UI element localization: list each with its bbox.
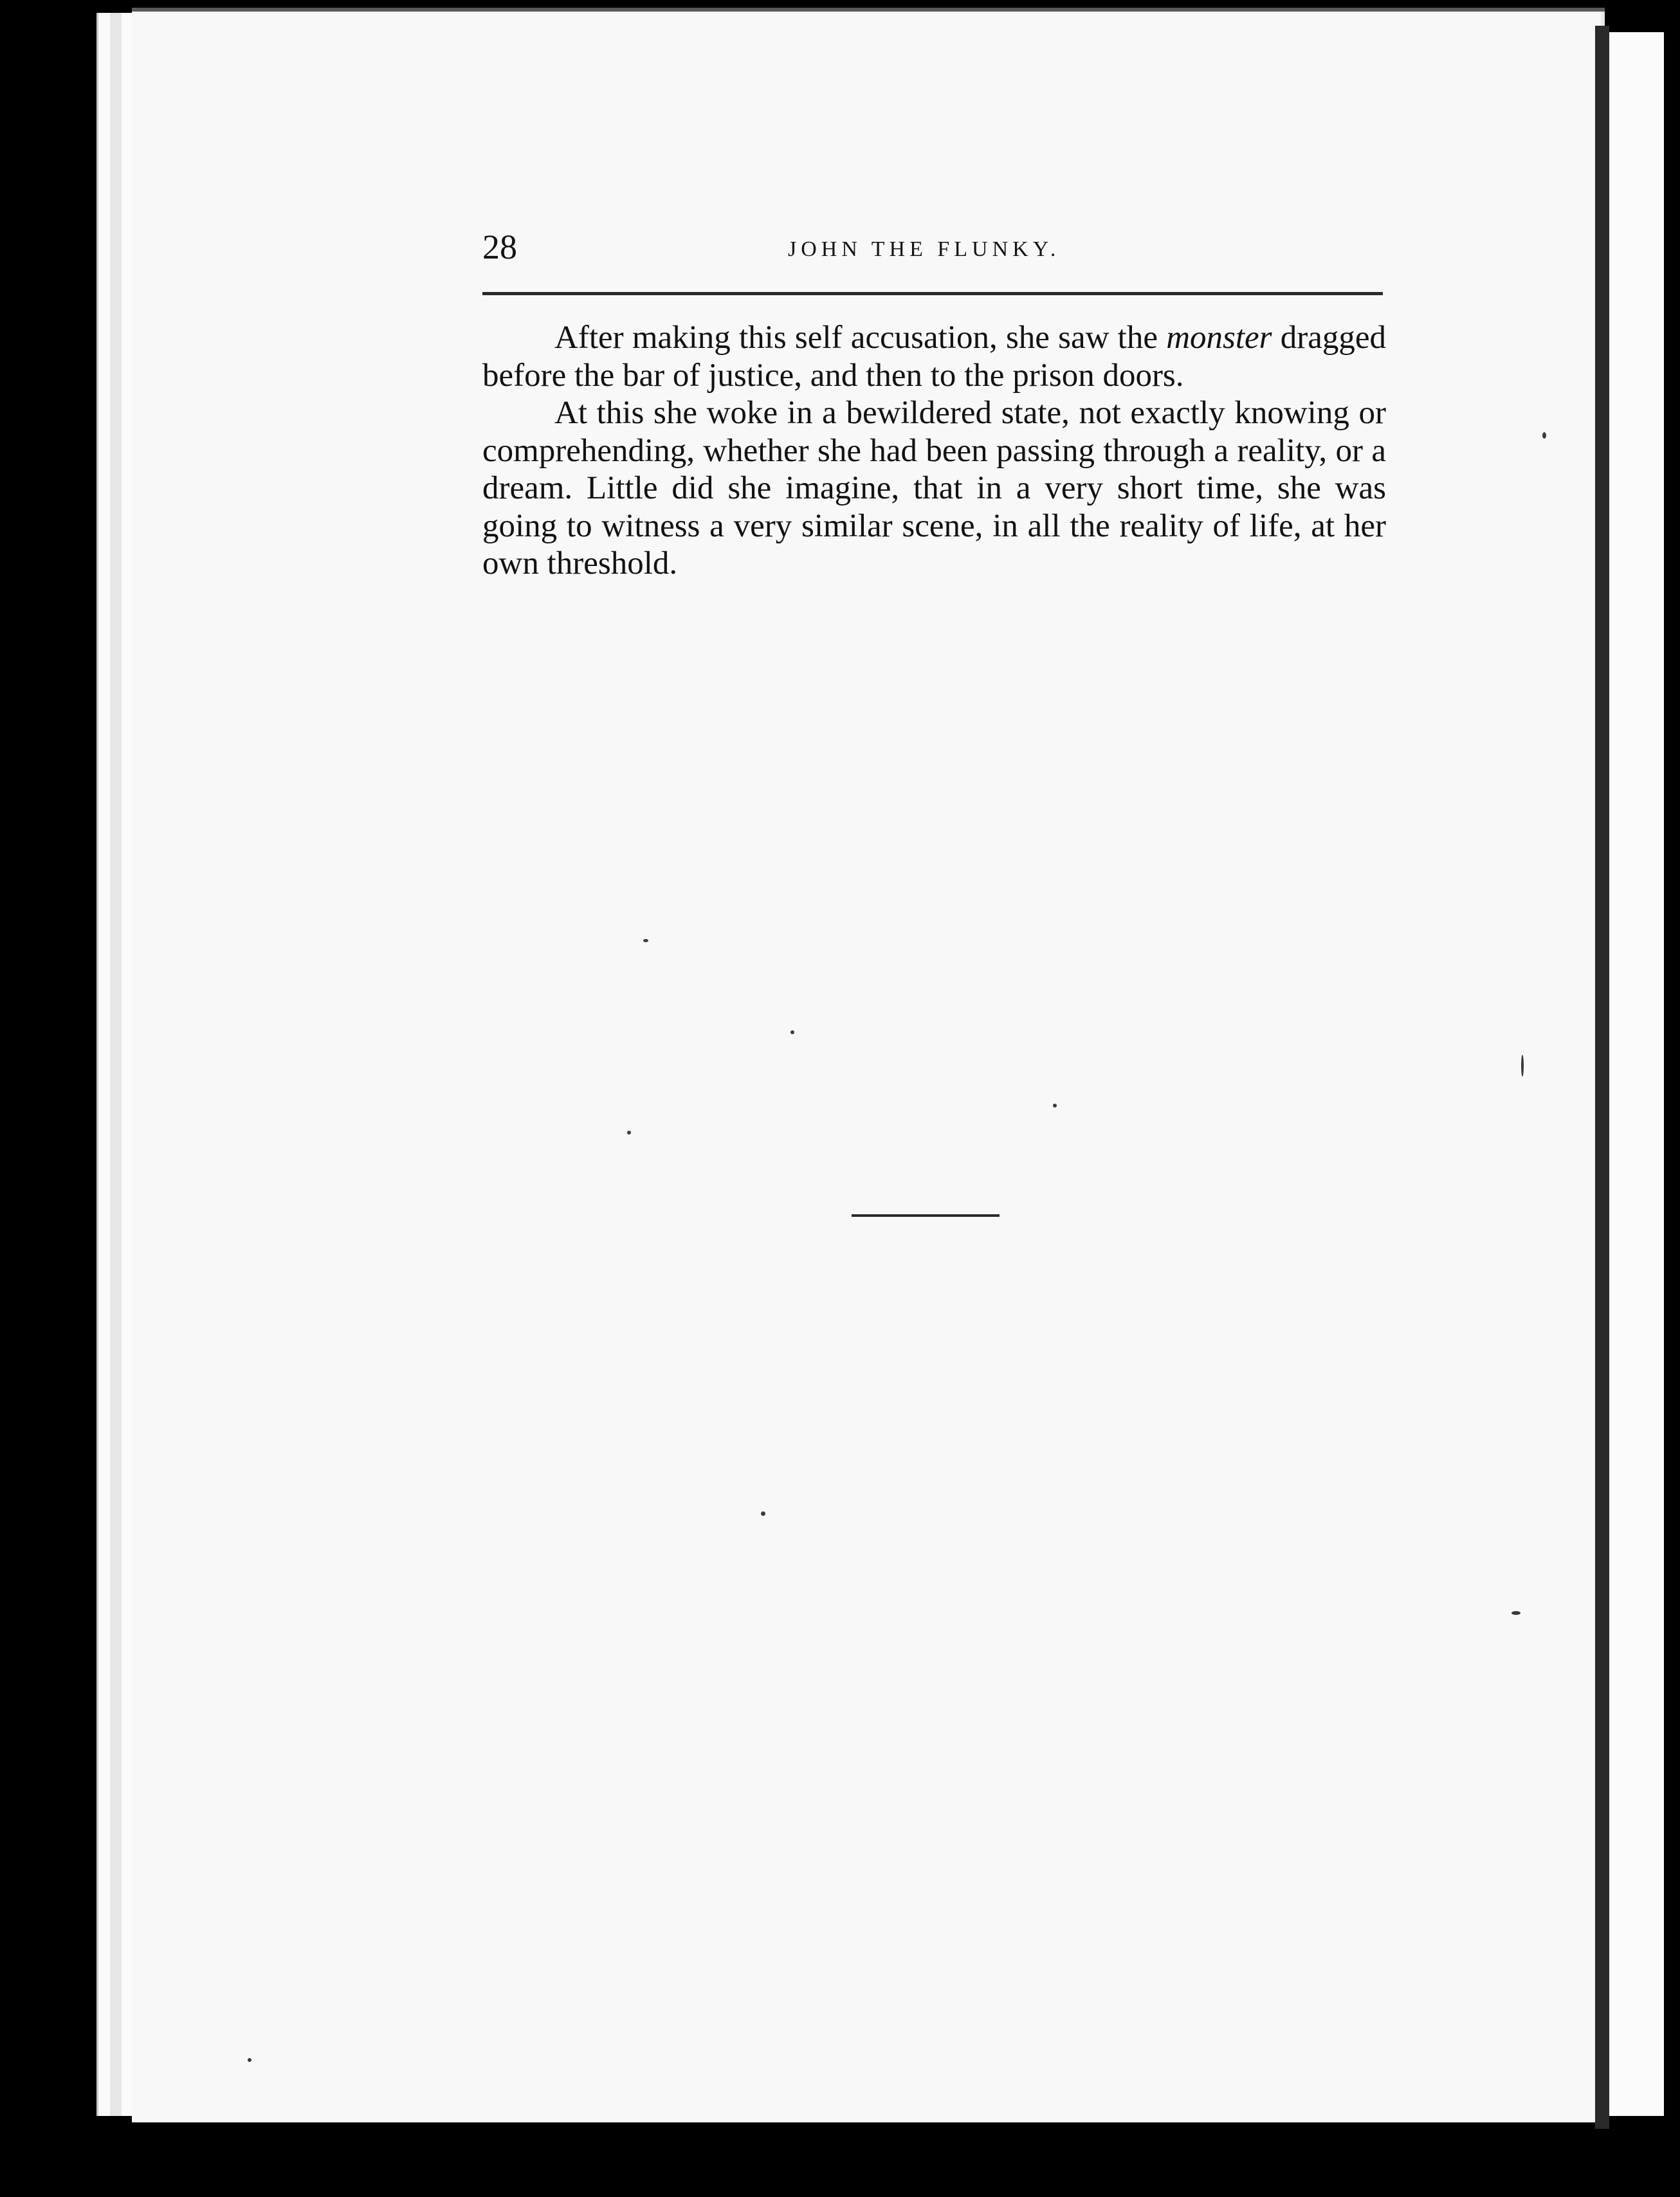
- scan-speck: [1053, 1104, 1057, 1108]
- paragraph-1-start: After making this self accusation, she saw the: [554, 320, 1167, 356]
- italic-word: monster: [1166, 320, 1272, 356]
- facing-page-edge: [1609, 32, 1664, 2116]
- book-binding: [1595, 26, 1609, 2129]
- paragraph-1: [482, 319, 1386, 394]
- header-rule: [482, 292, 1383, 295]
- scan-speck: [1521, 1055, 1524, 1077]
- page-header: [482, 228, 1383, 273]
- scan-speck: [627, 1131, 631, 1135]
- paragraph-2: At this she woke in a bewildered state, not exactly knowing or comprehending, whether she had been passing through a reality, or a dream. Little did she imagine, that in a very short time, she was going to witness a very similar scene, in all the reality of life, at her own threshold.: [482, 395, 1386, 581]
- running-head: JOHN THE FLUNKY.: [788, 237, 1061, 261]
- scan-speck: [761, 1511, 765, 1516]
- section-end-rule: [852, 1214, 1000, 1217]
- scan-speck: [1542, 432, 1546, 439]
- paragraph-1-end: dragged before the bar of justice, and then to the prison doors.: [482, 320, 1386, 394]
- scan-speck: [790, 1030, 794, 1034]
- body-text: [482, 319, 1386, 583]
- scan-speck: [1511, 1611, 1520, 1615]
- scan-speck: [643, 939, 648, 942]
- scan-speck: [248, 2058, 251, 2062]
- page-number: 28: [482, 228, 517, 266]
